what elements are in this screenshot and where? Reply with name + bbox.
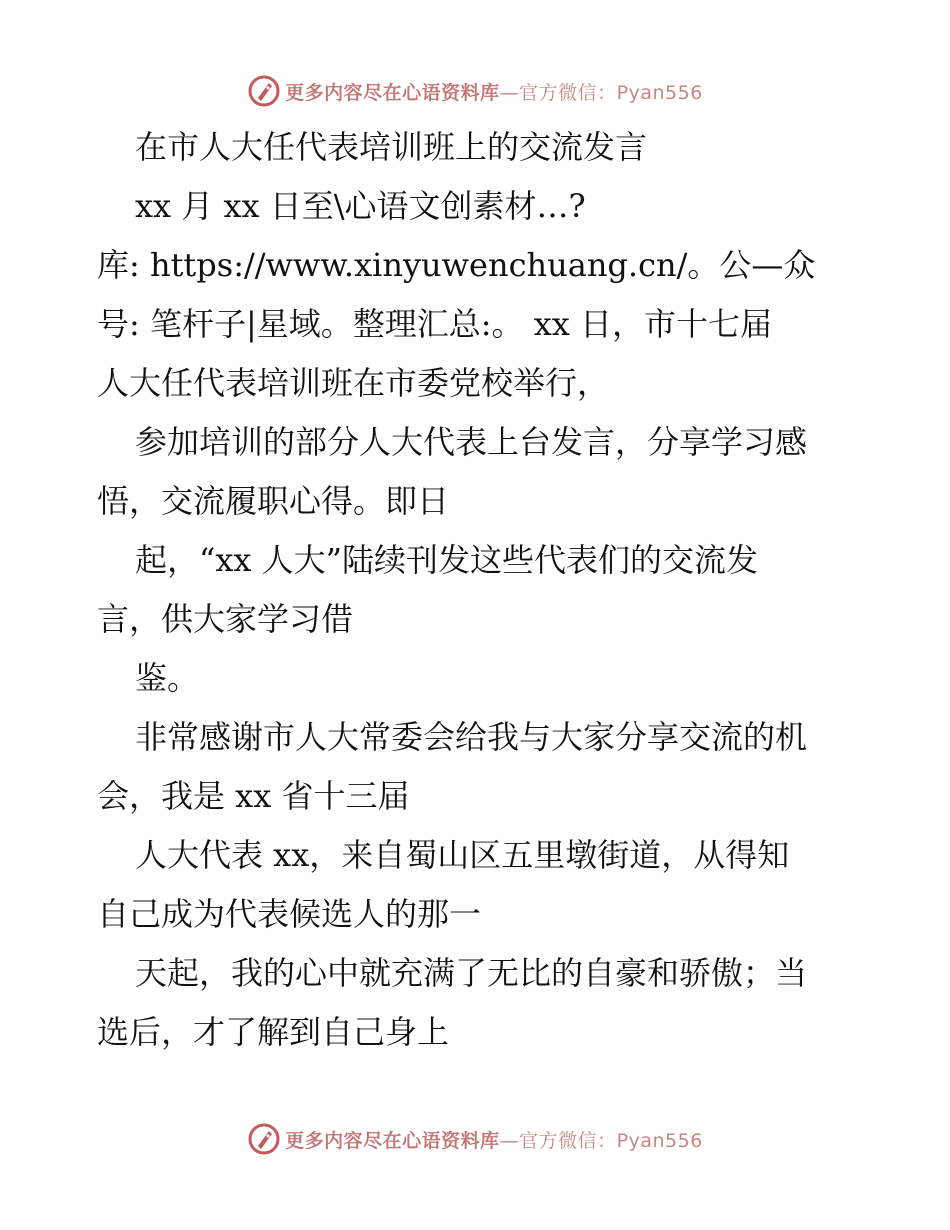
paragraph-line: 言，供大家学习借 xyxy=(97,600,354,638)
paragraph-line: 人大代表 xx，来自蜀山区五里墩街道，从得知 xyxy=(135,836,790,874)
banner-text: 更多内容尽在心语资料库—官方微信：Pyan556 xyxy=(285,81,703,104)
paragraph-line: 鉴。 xyxy=(135,659,200,697)
paragraph-line: 天起，我的心中就充满了无比的自豪和骄傲；当 xyxy=(135,954,808,992)
paragraph-line: 号: 笔杆子|星域。整理汇总:。 xx 日，市十七届 xyxy=(97,305,772,343)
pen-nib-circle-icon xyxy=(247,74,281,108)
paragraph-line: 起，“xx 人大”陆续刊发这些代表们的交流发 xyxy=(135,541,758,579)
header-banner xyxy=(0,71,950,111)
banner-text: 更多内容尽在心语资料库—官方微信：Pyan556 xyxy=(285,1129,703,1152)
paragraph-line: 人大任代表培训班在市委党校举行， xyxy=(97,364,610,402)
paragraph-line: 参加培训的部分人大代表上台发言，分享学习感 xyxy=(135,423,808,461)
footer-banner xyxy=(0,1119,950,1159)
document-title: 在市人大任代表培训班上的交流发言 xyxy=(135,128,648,166)
paragraph-line: 会，我是 xx 省十三届 xyxy=(97,777,410,815)
paragraph-line: 非常感谢市人大常委会给我与大家分享交流的机 xyxy=(135,718,808,756)
pen-nib-circle-icon xyxy=(247,1122,281,1156)
paragraph-line: 选后，才了解到自己身上 xyxy=(97,1013,450,1051)
paragraph-line: 悟，交流履职心得。即日 xyxy=(97,482,450,520)
paragraph-line: xx 月 xx 日至\心语文创素材…? xyxy=(135,187,586,225)
document-body xyxy=(97,118,857,1062)
paragraph-line: 库: https://www.xinyuwenchuang.cn/。公—众 xyxy=(97,246,816,284)
paragraph-line: 自己成为代表候选人的那一 xyxy=(97,895,482,933)
